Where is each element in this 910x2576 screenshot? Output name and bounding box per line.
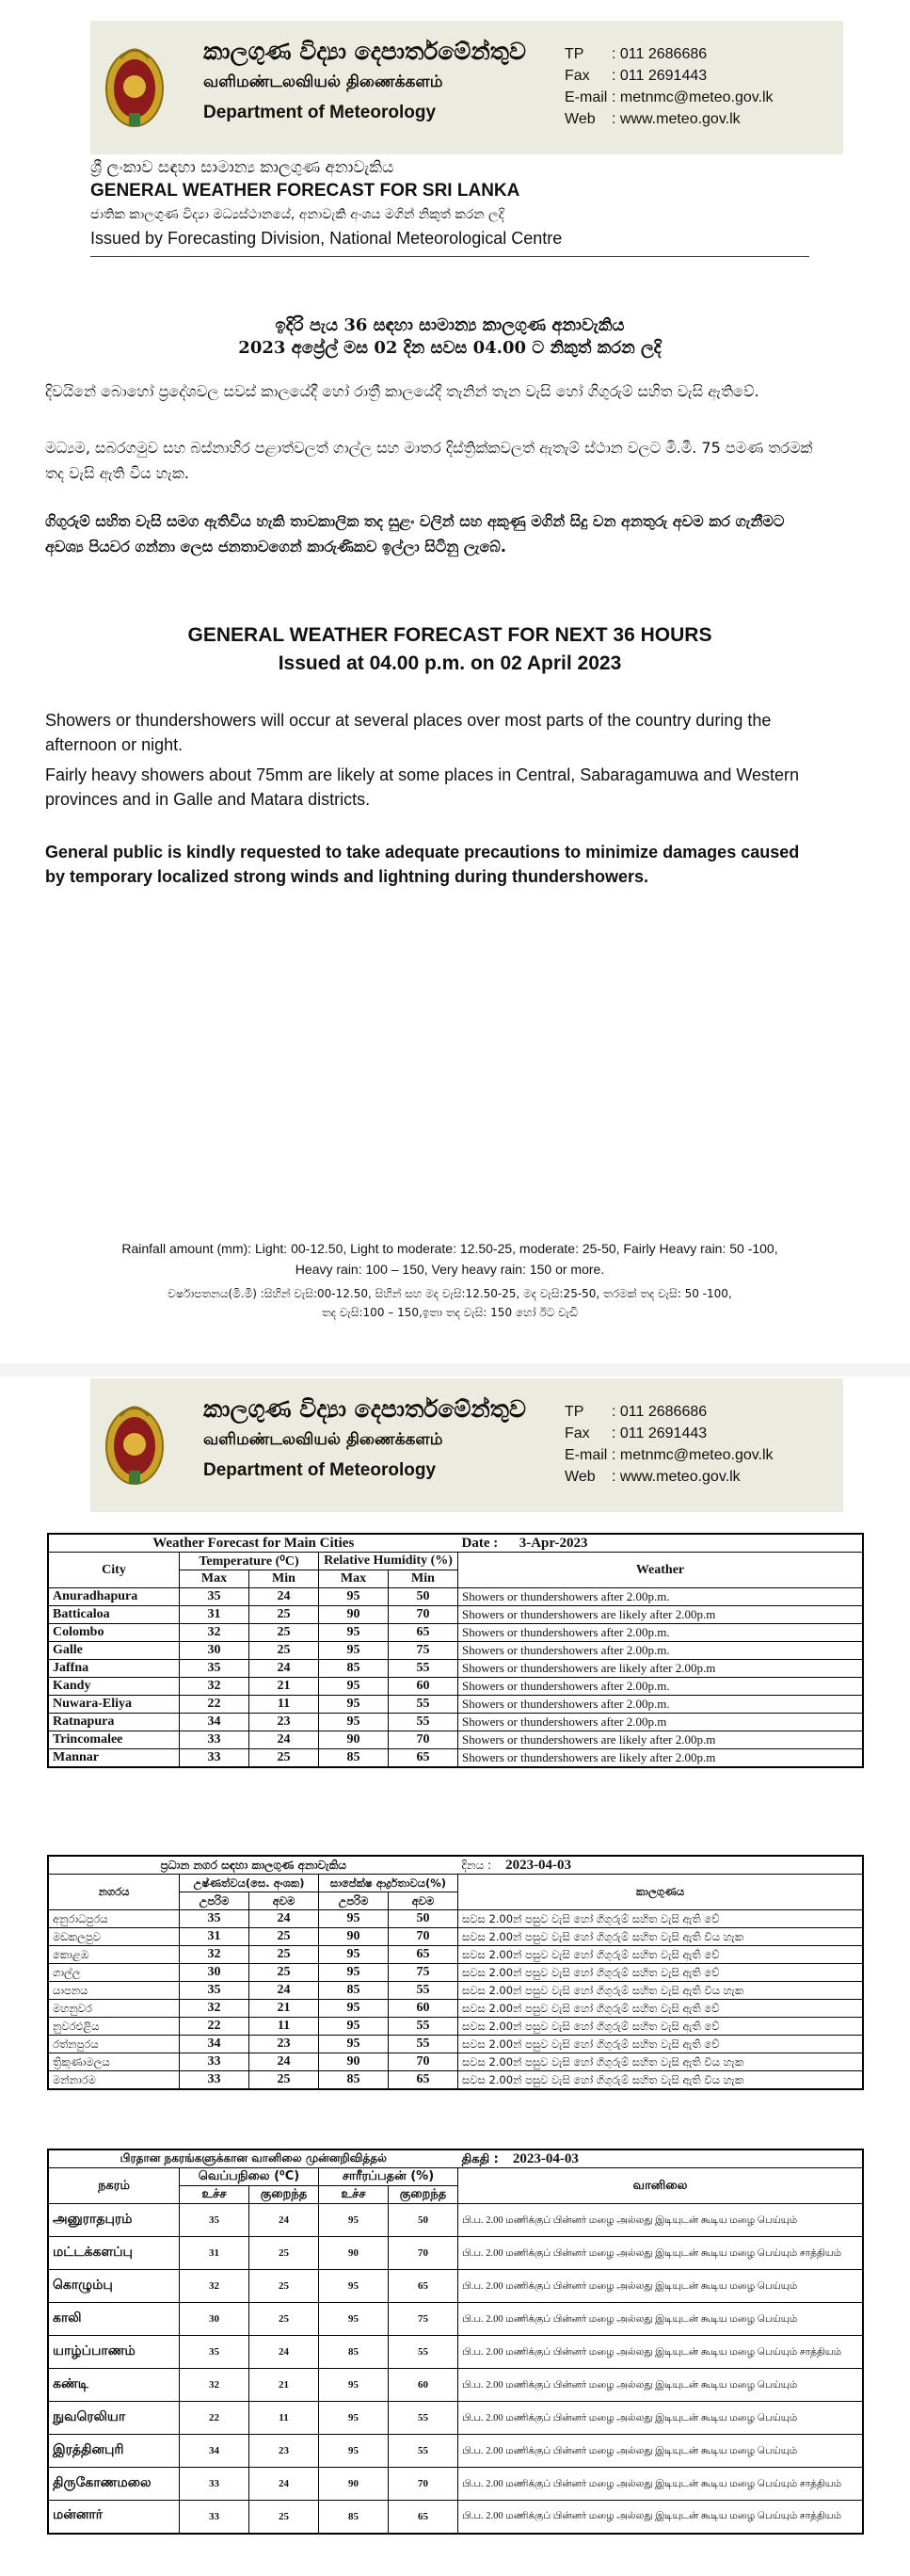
rh-max-cell: 85 — [319, 1660, 389, 1678]
rh-max-cell: 95 — [319, 1696, 389, 1714]
table-row — [48, 2468, 863, 2501]
contact-key: E-mail — [565, 89, 608, 105]
rh-min-cell: 65 — [389, 1749, 458, 1768]
weather-cell: பி.ப. 2.00 மணிக்குப் பின்னர் மழை அல்லது இடியுடன் கூடிய மழை பெய்யும் — [458, 2204, 864, 2237]
table-title: பிரதான நகரங்களுக்கான வானிலை முன்னறிவித்தல் — [48, 2149, 458, 2168]
rh-min-cell: 55 — [389, 2336, 458, 2369]
table-row — [48, 1678, 863, 1696]
rainfall-footnote-si-1: වර්ෂාපතනය(මි.මී) :සිහින් වැසි:00-12.50, සිහින් සහ මද වැසි:12.50-25, මද වැසි:25-50, තරමක් තද වැසි: 50 -100, — [168, 1287, 732, 1300]
department-name-ta: வளிமண்டலவியல் திணைக்களம் — [203, 1430, 443, 1449]
col-city: නගරය — [48, 1875, 180, 1910]
temp-max-cell: 35 — [180, 2336, 249, 2369]
table-row — [48, 1714, 863, 1731]
rh-max-cell: 90 — [319, 2468, 389, 2501]
rh-max-cell: 95 — [319, 1910, 389, 1928]
city-cell: நுவரெலியா — [48, 2402, 180, 2435]
rh-min-cell: 65 — [389, 2071, 458, 2090]
temp-max-cell: 30 — [180, 1642, 249, 1660]
temp-max-cell: 30 — [180, 1964, 249, 1982]
city-cell: මහනුවර — [48, 2000, 180, 2018]
letterhead — [90, 1378, 843, 1512]
city-cell: இரத்தினபுரி — [48, 2435, 180, 2468]
weather-cell: பி.ப. 2.00 மணிக்குப் பின்னர் மழை அல்லது இடியுடன் கூடிய மழை பெய்யும் சாத்தியம் — [458, 2501, 864, 2534]
table-title: ප්‍රධාන නගර සඳහා කාලගුණ අනාවැකිය — [48, 1856, 458, 1875]
temp-min-cell: 25 — [249, 1928, 319, 1946]
temp-min-cell: 21 — [249, 1678, 319, 1696]
letterhead — [90, 21, 843, 154]
weather-cell: Showers or thundershowers are likely after 2.00p.m — [458, 1731, 864, 1749]
table-row — [48, 2303, 863, 2336]
temp-min-cell: 24 — [249, 2204, 319, 2237]
forecast-heading-en-1: GENERAL WEATHER FORECAST FOR NEXT 36 HOURS — [187, 624, 712, 646]
contact-value: : 011 2691443 — [612, 68, 708, 84]
rh-max-cell: 85 — [319, 1982, 389, 2000]
weather-cell: සවස 2.00න් පසුව වැසි හෝ ගිගුරුම් සහිත වැසි ඇති වේ — [458, 1964, 864, 1982]
table-row — [48, 1910, 863, 1928]
weather-cell: සවස 2.00න් පසුව වැසි හෝ ගිගුරුම් සහිත වැසි ඇති විය හැක — [458, 2053, 864, 2071]
rh-max-cell: 95 — [319, 1624, 389, 1642]
city-cell: திருகோணமலை — [48, 2468, 180, 2501]
rh-max-cell: 95 — [319, 2018, 389, 2036]
issuer-title-si: ශ්‍රී ලංකාව සඳහා සාමාන්‍ය කාලගුණ අනාවැකිය — [90, 158, 394, 177]
city-cell: காலி — [48, 2303, 180, 2336]
rh-min-cell: 55 — [389, 2402, 458, 2435]
city-cell: கண்டி — [48, 2369, 180, 2402]
table-row — [48, 1749, 863, 1768]
contact-info — [565, 1401, 774, 1488]
department-name-ta: வளிமண்டலவியல் திணைக்களம் — [203, 72, 443, 91]
rh-max-cell: 95 — [319, 1588, 389, 1606]
col-weather: Weather — [458, 1553, 864, 1588]
temp-max-cell: 33 — [180, 2501, 249, 2534]
weather-cell: பி.ப. 2.00 மணிக்குப் பின்னர் மழை அல்லது இடியுடன் கூடிய மழை பெய்யும் — [458, 2435, 864, 2468]
table-row — [48, 1642, 863, 1660]
table-row — [48, 1624, 863, 1642]
rh-min-cell: 75 — [389, 1642, 458, 1660]
temp-min-cell: 24 — [249, 2336, 319, 2369]
rainfall-footnote-en-2: Heavy rain: 100 – 150, Very heavy rain: 150 or more. — [295, 1262, 605, 1277]
contact-key: E-mail — [565, 1447, 608, 1463]
weather-cell: Showers or thundershowers after 2.00p.m. — [458, 1624, 864, 1642]
rh-min-cell: 60 — [389, 2369, 458, 2402]
rh-min-cell: 55 — [389, 1696, 458, 1714]
temp-max-cell: 34 — [180, 2036, 249, 2053]
col-max: உச்ச — [180, 2186, 249, 2204]
table-title: Weather Forecast for Main Cities — [48, 1534, 458, 1553]
city-cell: Nuwara-Eliya — [48, 1696, 180, 1714]
city-cell: Mannar — [48, 1749, 180, 1768]
col-min: Min — [249, 1570, 319, 1588]
table-row — [48, 1982, 863, 2000]
temp-max-cell: 22 — [180, 2402, 249, 2435]
temp-min-cell: 24 — [249, 1731, 319, 1749]
col-max: උපරිම — [180, 1892, 249, 1910]
date-value: 3-Apr-2023 — [519, 1535, 588, 1551]
city-cell: නුවරඑළිය — [48, 2018, 180, 2036]
temp-min-cell: 25 — [249, 1624, 319, 1642]
rh-min-cell: 75 — [389, 1964, 458, 1982]
city-cell: රත්නපුරය — [48, 2036, 180, 2053]
weather-cell: பி.ப. 2.00 மணிக்குப் பின்னர் மழை அல்லது இடியுடன் கூடிய மழை பெய்யும் — [458, 2303, 864, 2336]
weather-cell: සවස 2.00න් පසුව වැසි හෝ ගිගුරුම් සහිත වැසි ඇති වේ — [458, 2018, 864, 2036]
rh-max-cell: 85 — [319, 1749, 389, 1768]
col-humidity: සාපේක්ෂ ආර්ද්‍රතාවය(%) — [319, 1875, 458, 1892]
rh-min-cell: 65 — [389, 1946, 458, 1964]
rh-min-cell: 70 — [389, 2237, 458, 2270]
temp-min-cell: 24 — [249, 1910, 319, 1928]
contact-value: : 011 2686686 — [612, 46, 708, 62]
department-name-en: Department of Meteorology — [203, 103, 437, 122]
rh-max-cell: 90 — [319, 1928, 389, 1946]
temp-max-cell: 32 — [180, 2270, 249, 2303]
rh-max-cell: 95 — [319, 2402, 389, 2435]
city-cell: අනුරාධපුරය — [48, 1910, 180, 1928]
rh-max-cell: 85 — [319, 2071, 389, 2090]
issuer-title-en: GENERAL WEATHER FORECAST FOR SRI LANKA — [90, 181, 520, 201]
rh-min-cell: 55 — [389, 1982, 458, 2000]
weather-cell: සවස 2.00න් පසුව වැසි හෝ ගිගුරුම් සහිත වැසි ඇති වේ — [458, 2000, 864, 2018]
col-max: උපරිම — [319, 1892, 389, 1910]
city-cell: அனுராதபுரம் — [48, 2204, 180, 2237]
weather-cell: සවස 2.00න් පසුව වැසි හෝ ගිගුරුම් සහිත වැසි ඇති විය හැක — [458, 1982, 864, 2000]
rh-min-cell: 70 — [389, 1928, 458, 1946]
temp-min-cell: 25 — [249, 1946, 319, 1964]
issuer-block — [90, 156, 809, 257]
rh-min-cell: 50 — [389, 1910, 458, 1928]
temp-max-cell: 33 — [180, 1731, 249, 1749]
weather-cell: Showers or thundershowers are likely after 2.00p.m — [458, 1749, 864, 1768]
rh-max-cell: 95 — [319, 1642, 389, 1660]
rh-min-cell: 70 — [389, 2468, 458, 2501]
col-city: City — [48, 1553, 180, 1588]
temp-min-cell: 24 — [249, 1588, 319, 1606]
col-temperature: வெப்பநிலை (⁰C) — [180, 2168, 319, 2186]
temp-min-cell: 23 — [249, 2435, 319, 2468]
table-row — [48, 2071, 863, 2090]
temp-min-cell: 11 — [249, 1696, 319, 1714]
city-cell: Anuradhapura — [48, 1588, 180, 1606]
rh-max-cell: 90 — [319, 1606, 389, 1624]
table-date — [458, 1856, 864, 1875]
rh-max-cell: 95 — [319, 1964, 389, 1982]
col-weather: வானிலை — [458, 2168, 864, 2204]
rh-max-cell: 95 — [319, 2435, 389, 2468]
temp-max-cell: 34 — [180, 2435, 249, 2468]
department-name-en: Department of Meteorology — [203, 1460, 437, 1480]
table-row — [48, 2270, 863, 2303]
table-row — [48, 2501, 863, 2534]
temp-min-cell: 24 — [249, 1660, 319, 1678]
temp-max-cell: 32 — [180, 1946, 249, 1964]
department-name-si: කාලගුණ විද්‍යා දෙපාර්තමේන්තුව — [203, 1395, 526, 1423]
table-row — [48, 2036, 863, 2053]
city-cell: யாழ்ப்பாணம் — [48, 2336, 180, 2369]
table-row — [48, 1964, 863, 1982]
weather-cell: සවස 2.00න් පසුව වැසි හෝ ගිගුරුම් සහිත වැසි ඇති විය හැක — [458, 2071, 864, 2090]
col-min: අවම — [389, 1892, 458, 1910]
temp-min-cell: 25 — [249, 1606, 319, 1624]
weather-cell: பி.ப. 2.00 மணிக்குப் பின்னர் மழை அல்லது இடியுடன் கூடிய மழை பெய்யும் சாத்தியம் — [458, 2336, 864, 2369]
col-max: உச்ச — [319, 2186, 389, 2204]
contact-key: Web — [565, 111, 596, 127]
temp-max-cell: 30 — [180, 2303, 249, 2336]
temp-min-cell: 24 — [249, 1982, 319, 2000]
rh-max-cell: 95 — [319, 2204, 389, 2237]
weather-cell: සවස 2.00න් පසුව වැසි හෝ ගිගුරුම් සහිත වැසි ඇති විය හැක — [458, 1928, 864, 1946]
contact-key: Fax — [565, 68, 590, 84]
rh-max-cell: 90 — [319, 2053, 389, 2071]
temp-min-cell: 25 — [249, 2071, 319, 2090]
city-cell: Batticaloa — [48, 1606, 180, 1624]
temp-max-cell: 34 — [180, 1714, 249, 1731]
temp-min-cell: 23 — [249, 2036, 319, 2053]
rh-min-cell: 55 — [389, 2036, 458, 2053]
city-cell: Galle — [48, 1642, 180, 1660]
temp-min-cell: 25 — [249, 2303, 319, 2336]
rh-min-cell: 70 — [389, 1606, 458, 1624]
table-row — [48, 1946, 863, 1964]
date-value: 2023-04-03 — [512, 2150, 579, 2166]
forecast-heading-si-1: ඉදිරි පැය 36 සඳහා සාමාන්‍ය කාලගුණ අනාවැකිය — [275, 315, 625, 335]
temp-min-cell: 11 — [249, 2018, 319, 2036]
contact-value: : metnmc@meteo.gov.lk — [612, 89, 774, 105]
temp-min-cell: 25 — [249, 1749, 319, 1768]
temp-min-cell: 11 — [249, 2402, 319, 2435]
weather-cell: பி.ப. 2.00 மணிக்குப் பின்னர் மழை அல்லது இடியுடன் கூடிய மழை பெய்யும் — [458, 2369, 864, 2402]
temp-max-cell: 31 — [180, 1606, 249, 1624]
forecast-para-si-1: දිවයිනේ බොහෝ ප්‍රදේශවල සවස් කාලයේදී හෝ රාත්‍රී කාලයේදී තැනින් තැන වැසි හෝ ගිගුරුම් සහිත වැසි ඇතිවේ. — [45, 382, 759, 400]
table-row — [48, 1731, 863, 1749]
weather-cell: Showers or thundershowers are likely after 2.00p.m — [458, 1606, 864, 1624]
contact-value: : www.meteo.gov.lk — [612, 1469, 741, 1485]
temp-max-cell: 32 — [180, 2000, 249, 2018]
temp-max-cell: 32 — [180, 2369, 249, 2402]
forecast-para-en-1: Showers or thundershowers will occur at several places over most parts of the country during the afternoon or night. — [45, 711, 772, 754]
weather-cell: Showers or thundershowers after 2.00p.m. — [458, 1642, 864, 1660]
forecast-table-en — [47, 1533, 864, 1768]
contact-value: : 011 2686686 — [612, 1404, 708, 1420]
weather-cell: Showers or thundershowers after 2.00p.m. — [458, 1696, 864, 1714]
temp-min-cell: 24 — [249, 2053, 319, 2071]
rh-min-cell: 55 — [389, 1660, 458, 1678]
city-cell: Jaffna — [48, 1660, 180, 1678]
temp-min-cell: 21 — [249, 2000, 319, 2018]
temp-max-cell: 35 — [180, 1910, 249, 1928]
temp-min-cell: 24 — [249, 2468, 319, 2501]
temp-min-cell: 25 — [249, 1964, 319, 1982]
city-cell: மன்னார் — [48, 2501, 180, 2534]
rh-min-cell: 50 — [389, 2204, 458, 2237]
col-min: குறைந்த — [249, 2186, 319, 2204]
rh-max-cell: 85 — [319, 2336, 389, 2369]
rainfall-footnote-si-2: තද වැසි:100 – 150,ඉතා තද වැසි: 150 හෝ ඊට වැඩි — [322, 1306, 578, 1319]
temp-max-cell: 33 — [180, 2071, 249, 2090]
temp-max-cell: 35 — [180, 1982, 249, 2000]
col-city: நகரம் — [48, 2168, 180, 2204]
weather-cell: பி.ப. 2.00 மணிக்குப் பின்னர் மழை அல்லது இடியுடன் கூடிய மழை பெய்யும் சாத்தியம் — [458, 2468, 864, 2501]
city-cell: යාපනය — [48, 1982, 180, 2000]
city-cell: கொழும்பு — [48, 2270, 180, 2303]
weather-cell: Showers or thundershowers are likely after 2.00p.m — [458, 1660, 864, 1678]
rh-max-cell: 85 — [319, 2501, 389, 2534]
table-row — [48, 2053, 863, 2071]
rh-max-cell: 95 — [319, 2303, 389, 2336]
weather-cell: සවස 2.00න් පසුව වැසි හෝ ගිගුරුම් සහිත වැසි ඇති වේ — [458, 2036, 864, 2053]
table-row — [48, 1660, 863, 1678]
rh-max-cell: 95 — [319, 1946, 389, 1964]
rh-min-cell: 60 — [389, 2000, 458, 2018]
page-2 — [0, 1377, 910, 2576]
city-cell: Ratnapura — [48, 1714, 180, 1731]
rh-min-cell: 70 — [389, 1731, 458, 1749]
temp-min-cell: 25 — [249, 2501, 319, 2534]
table-date — [458, 2149, 864, 2168]
table-row — [48, 1696, 863, 1714]
contact-value: : 011 2691443 — [612, 1425, 708, 1441]
temp-max-cell: 22 — [180, 2018, 249, 2036]
city-cell: Colombo — [48, 1624, 180, 1642]
forecast-para-si-3: ගිගුරුම් සහිත වැසි සමග ඇතිවිය හැකි තාවකාලික තද සුළං වලින් සහ අකුණු මගින් සිදු වන අනතුරු අවම කර ගැනීමට අවශ්‍ය පියවර ගන්නා ලෙස ජනතාවගෙන් කාරුණිකව ඉල්ලා සිටිනු ලැබේ. — [45, 512, 785, 555]
sri-lanka-emblem-icon — [104, 40, 166, 132]
table-row — [48, 1606, 863, 1624]
city-cell: කොළඹ — [48, 1946, 180, 1964]
temp-max-cell: 35 — [180, 1588, 249, 1606]
col-min: අවම — [249, 1892, 319, 1910]
col-max: Max — [319, 1570, 389, 1588]
rh-min-cell: 70 — [389, 2053, 458, 2071]
col-humidity: Relative Humidity (%) — [319, 1553, 458, 1570]
temp-max-cell: 32 — [180, 1678, 249, 1696]
sri-lanka-emblem-icon — [104, 1397, 166, 1489]
table-date — [458, 1534, 864, 1553]
rh-max-cell: 95 — [319, 1714, 389, 1731]
rh-min-cell: 65 — [389, 2270, 458, 2303]
forecast-para-en-2: Fairly heavy showers about 75mm are likely at some places in Central, Sabaragamuwa and Western provinces and in Galle and Matara districts. — [45, 765, 800, 809]
city-cell: ත්‍රිකුණාමලය — [48, 2053, 180, 2071]
weather-cell: සවස 2.00න් පසුව වැසි හෝ ගිගුරුම් සහිත වැසි ඇති වේ — [458, 1946, 864, 1964]
forecast-table-ta — [47, 2149, 864, 2535]
forecast-table-si — [47, 1855, 864, 2090]
weather-cell: Showers or thundershowers after 2.00p.m. — [458, 1678, 864, 1696]
table-row — [48, 1928, 863, 1946]
city-cell: Kandy — [48, 1678, 180, 1696]
rh-max-cell: 95 — [319, 2369, 389, 2402]
table-row — [48, 2402, 863, 2435]
rh-min-cell: 65 — [389, 1624, 458, 1642]
temp-max-cell: 35 — [180, 2204, 249, 2237]
col-temperature: උෂ්ණත්වය(සෙ. අංශක) — [180, 1875, 319, 1892]
contact-key: TP — [565, 46, 584, 62]
temp-min-cell: 25 — [249, 2270, 319, 2303]
contact-key: Fax — [565, 1425, 590, 1441]
temp-min-cell: 25 — [249, 2237, 319, 2270]
temp-max-cell: 33 — [180, 2053, 249, 2071]
weather-cell: Showers or thundershowers after 2.00p.m. — [458, 1588, 864, 1606]
date-label: දිනය : — [461, 1858, 492, 1872]
temp-max-cell: 32 — [180, 1624, 249, 1642]
rh-min-cell: 50 — [389, 1588, 458, 1606]
table-row — [48, 2237, 863, 2270]
temp-max-cell: 33 — [180, 1749, 249, 1768]
rainfall-footnote-en-1: Rainfall amount (mm): Light: 00-12.50, Light to moderate: 12.50-25, moderate: 25-50, Fairly Heavy rain: 50 -100, — [121, 1241, 778, 1256]
contact-value: : metnmc@meteo.gov.lk — [612, 1447, 774, 1463]
rh-min-cell: 60 — [389, 1678, 458, 1696]
weather-cell: සවස 2.00න් පසුව වැසි හෝ ගිගුරුම් සහිත වැසි ඇති වේ — [458, 1910, 864, 1928]
temp-min-cell: 21 — [249, 2369, 319, 2402]
temp-max-cell: 33 — [180, 2468, 249, 2501]
forecast-heading-en-2: Issued at 04.00 p.m. on 02 April 2023 — [278, 652, 622, 674]
temp-max-cell: 35 — [180, 1660, 249, 1678]
contact-key: TP — [565, 1404, 584, 1420]
date-label: திகதி : — [461, 2151, 499, 2166]
rh-max-cell: 95 — [319, 2000, 389, 2018]
table-row — [48, 2018, 863, 2036]
forecast-heading-si-2: 2023 අප්‍රේල් මස 02 දින සවස 04.00 ට නිකුත් කරන ලදි — [238, 338, 662, 358]
rh-min-cell: 75 — [389, 2303, 458, 2336]
col-max: Max — [180, 1570, 249, 1588]
rh-min-cell: 55 — [389, 2435, 458, 2468]
rh-max-cell: 95 — [319, 2036, 389, 2053]
weather-cell: பி.ப. 2.00 மணிக்குப் பின்னர் மழை அல்லது இடியுடன் கூடிய மழை பெய்யும் சாத்தியம் — [458, 2237, 864, 2270]
temp-max-cell: 22 — [180, 1696, 249, 1714]
temp-max-cell: 31 — [180, 2237, 249, 2270]
rh-max-cell: 95 — [319, 1678, 389, 1696]
city-cell: මඩකලපුව — [48, 1928, 180, 1946]
contact-info — [565, 43, 774, 130]
city-cell: මන්නාරම — [48, 2071, 180, 2090]
rh-min-cell: 65 — [389, 2501, 458, 2534]
rh-max-cell: 95 — [319, 2270, 389, 2303]
table-row — [48, 1588, 863, 1606]
rh-max-cell: 90 — [319, 1731, 389, 1749]
col-weather: කාලගුණය — [458, 1875, 864, 1910]
table-row — [48, 2000, 863, 2018]
forecast-para-si-2: මධ්‍යම, සබරගමුව සහ බස්නාහිර පළාත්වලත් ගාල්ල සහ මාතර දිස්ත්‍රික්කවලත් ඇතැම් ස්ථාන වලට මි.මී. 75 පමණ තරමක් තද වැසි ඇති විය හැක. — [45, 439, 813, 482]
weather-cell: பி.ப. 2.00 மணிக்குப் பின்னர் மழை அல்லது இடியுடன் கூடிய மழை பெய்யும் — [458, 2402, 864, 2435]
date-label: Date : — [461, 1535, 499, 1551]
weather-cell: Showers or thundershowers after 2.00p.m — [458, 1714, 864, 1731]
weather-cell: பி.ப. 2.00 மணிக்குப் பின்னர் மழை அல்லது இடியுடன் கூடிய மழை பெய்யும் — [458, 2270, 864, 2303]
temp-min-cell: 25 — [249, 1642, 319, 1660]
rh-min-cell: 55 — [389, 1714, 458, 1731]
rh-max-cell: 90 — [319, 2237, 389, 2270]
issuer-issued-si: ජාතික කාලගුණ විද්‍යා මධ්‍යස්ථානයේ, අනාවැකි අංශය මගින් නිකුත් කරන ලදි — [90, 207, 504, 222]
forecast-para-en-3: General public is kindly requested to take adequate precautions to minimize damages caused by temporary localized strong winds and lightning during thundershowers. — [45, 843, 800, 886]
table-row — [48, 2435, 863, 2468]
city-cell: ගාල්ල — [48, 1964, 180, 1982]
col-humidity: சாரீரப்பதன் (%) — [319, 2168, 458, 2186]
table-row — [48, 2369, 863, 2402]
col-min: குறைந்த — [389, 2186, 458, 2204]
table-row — [48, 2204, 863, 2237]
date-value: 2023-04-03 — [505, 1857, 572, 1873]
department-name-si: කාලගුණ විද්‍යා දෙපාර්තමේන්තුව — [203, 38, 526, 65]
table-row — [48, 2336, 863, 2369]
city-cell: மட்டக்களப்பு — [48, 2237, 180, 2270]
col-temperature: Temperature (⁰C) — [180, 1553, 319, 1570]
contact-value: : www.meteo.gov.lk — [612, 111, 741, 127]
issuer-issued-en: Issued by Forecasting Division, National Meteorological Centre — [90, 229, 563, 248]
temp-min-cell: 23 — [249, 1714, 319, 1731]
col-min: Min — [389, 1570, 458, 1588]
rh-min-cell: 55 — [389, 2018, 458, 2036]
city-cell: Trincomalee — [48, 1731, 180, 1749]
temp-max-cell: 31 — [180, 1928, 249, 1946]
contact-key: Web — [565, 1469, 596, 1485]
